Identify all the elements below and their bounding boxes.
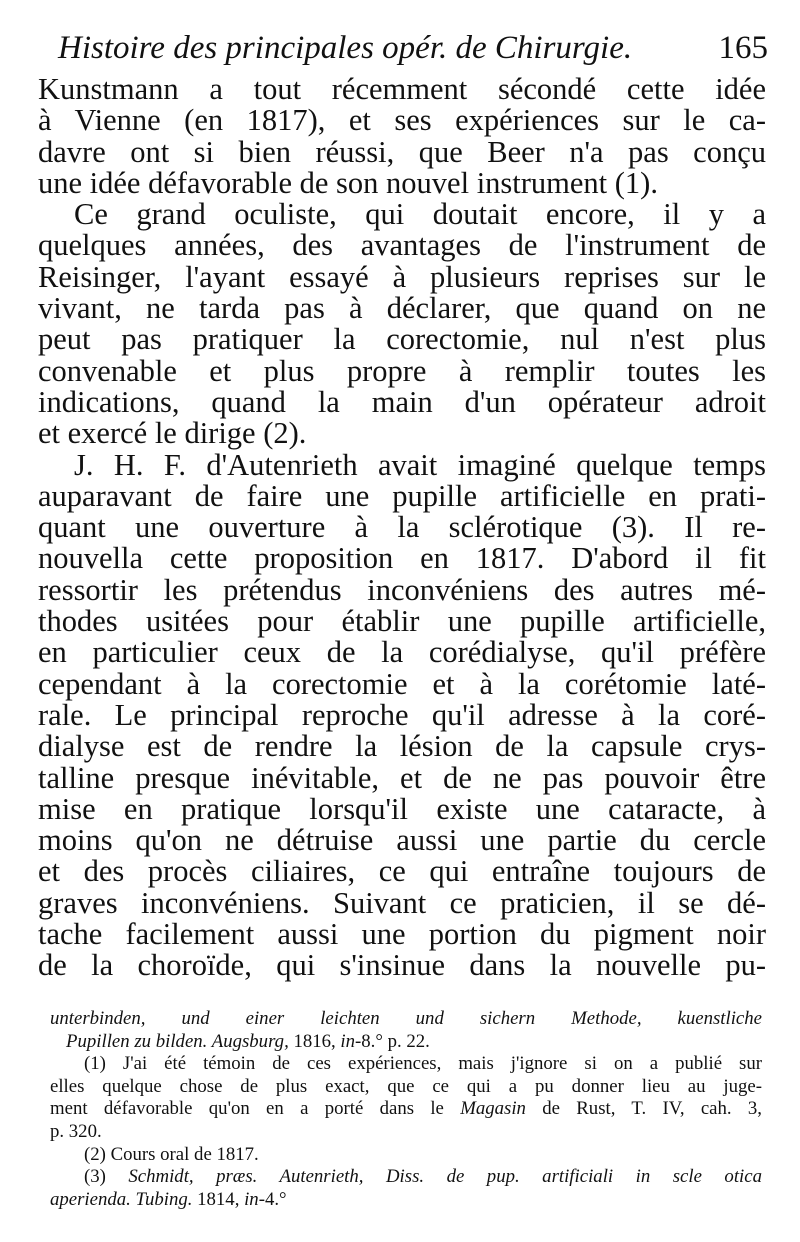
text-line: J. H. F. d'Autenrieth avait imaginé quelque temps <box>74 447 766 482</box>
footnote-text: 1816, <box>288 1030 341 1052</box>
footnote-citation: Pupillen zu bilden. Augsburg, <box>66 1030 289 1052</box>
text-line: cependant à la corectomie et à la corétomie laté- <box>38 666 766 701</box>
text-line: thodes usitées pour établir une pupille artificielle, <box>38 604 766 639</box>
footnote-format: in <box>340 1030 356 1052</box>
text-line: rale. Le principal reproche qu'il adresse à la coré- <box>38 697 766 732</box>
footnote-1-line <box>50 1098 762 1121</box>
main-text <box>38 74 766 982</box>
footnote-text: de Rust, T. IV, cah. 3, <box>525 1098 762 1120</box>
footnote-1-line: p. 320. <box>50 1120 102 1142</box>
text-line: talline presque inévitable, et de ne pas pouvoir être <box>38 760 766 795</box>
footnote-text: (3) <box>84 1166 129 1188</box>
text-line: tache facilement aussi une portion du pigment noir <box>38 917 766 952</box>
footnote-1-line: elles quelque chose de plus exact, que ce qui a pu donner lieu au juge- <box>50 1075 762 1097</box>
text-line: dialyse est de rendre la lésion de la capsule crys- <box>38 729 766 764</box>
footnote-continuation-line <box>50 1031 762 1054</box>
text-line: indications, quand la main d'un opérateur adroit <box>38 384 766 419</box>
footnote-continuation-line <box>50 1008 762 1031</box>
footnote-2: (2) Cours oral de 1817. <box>84 1143 259 1165</box>
running-title: Histoire des principales opér. de Chirurgie. <box>58 30 633 66</box>
footnote-citation: Schmidt, præs. Autenrieth, Diss. de pup. artificiali in scle otica <box>128 1166 762 1188</box>
footnote-3-line <box>50 1189 762 1212</box>
text-line: quant une ouverture à la sclérotique (3). Il re- <box>38 510 766 545</box>
footnote-text: ment défavorable qu'on en a porté dans le <box>50 1098 461 1120</box>
text-line: de la choroïde, qui s'insinue dans la nouvelle pu- <box>38 948 766 983</box>
text-line: mise en pratique lorsqu'il existe une cataracte, à <box>38 791 766 826</box>
text-line: davre ont si bien réussi, que Beer n'a pas conçu <box>38 134 766 169</box>
text-line: et des procès ciliaires, ce qui entraîne toujours de <box>38 854 766 889</box>
page-header <box>58 30 768 70</box>
footnote-format: in <box>244 1188 259 1210</box>
text-line: vivant, ne tarda pas à déclarer, que quand on ne <box>38 291 766 326</box>
text-line: à Vienne (en 1817), et ses expériences sur le ca- <box>38 103 766 138</box>
text-line: quelques années, des avantages de l'instrument de <box>38 228 766 263</box>
text-line: en particulier ceux de la corédialyse, qu'il préfère <box>38 635 766 670</box>
text-line: ressortir les prétendus inconvéniens des autres mé- <box>38 572 766 607</box>
footnote-citation: unterbinden, und einer leichten und sichern Methode, kuenstliche <box>50 1008 762 1029</box>
footnote-text: -8.° p. 22. <box>355 1030 430 1052</box>
text-line: graves inconvéniens. Suivant ce praticien, il se dé- <box>38 885 766 920</box>
footnote-text: -4.° <box>258 1188 287 1210</box>
text-line: moins qu'on ne détruise aussi une partie du cercle <box>38 823 766 858</box>
text-line: une idée défavorable de son nouvel instrument (1). <box>38 165 658 200</box>
page-number: 165 <box>718 30 768 66</box>
text-line: Ce grand oculiste, qui doutait encore, il y a <box>74 197 766 232</box>
footnote-1: (1) J'ai été témoin de ces expériences, mais j'ignore si on a publié sur <box>84 1053 762 1075</box>
text-line: Kunstmann a tout récemment sécondé cette idée <box>38 72 766 106</box>
text-line: nouvella cette proposition en 1817. D'abord il fit <box>38 541 766 576</box>
text-line: convenable et plus propre à remplir toutes les <box>38 353 766 388</box>
footnote-citation: aperienda. Tubing. <box>50 1188 193 1210</box>
text-line: et exercé le dirige (2). <box>38 416 307 451</box>
footnotes <box>50 1008 762 1211</box>
footnote-text: 1814, <box>192 1188 245 1210</box>
text-line: auparavant de faire une pupille artificielle en prati- <box>38 478 766 513</box>
footnote-3 <box>50 1166 762 1189</box>
text-line: peut pas pratiquer la corectomie, nul n'est plus <box>38 322 766 357</box>
text-line: Reisinger, l'ayant essayé à plusieurs reprises sur le <box>38 259 766 294</box>
footnote-citation: Magasin <box>460 1098 526 1120</box>
